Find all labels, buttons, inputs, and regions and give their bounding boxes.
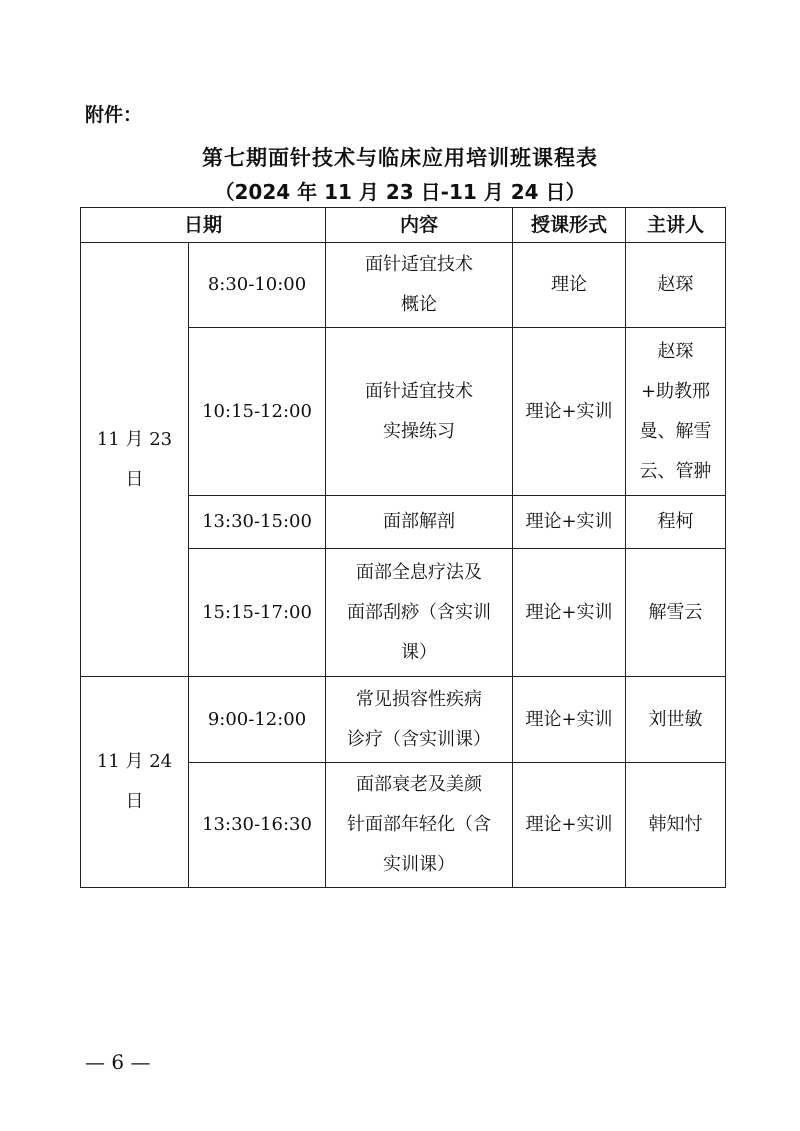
session-format: 理论+实训 bbox=[513, 549, 626, 677]
session-content: 面针适宜技术 实操练习 bbox=[326, 328, 513, 496]
session-speaker: 赵琛 +助教邢 曼、解雪 云、管翀 bbox=[626, 328, 726, 496]
session-speaker: 韩知忖 bbox=[626, 763, 726, 888]
header-speaker: 主讲人 bbox=[626, 208, 726, 243]
table-row bbox=[81, 677, 726, 763]
session-content: 面针适宜技术 概论 bbox=[326, 243, 513, 328]
header-date: 日期 bbox=[81, 208, 326, 243]
session-time: 13:30-15:00 bbox=[189, 496, 326, 549]
header-row bbox=[81, 208, 726, 243]
day-date: 11 月 23 日 bbox=[81, 243, 189, 677]
schedule-table bbox=[80, 207, 726, 888]
session-format: 理论 bbox=[513, 243, 626, 328]
session-content: 面部衰老及美颜 针面部年轻化（含 实训课） bbox=[326, 763, 513, 888]
session-time: 9:00-12:00 bbox=[189, 677, 326, 763]
session-content: 面部全息疗法及 面部刮痧（含实训 课） bbox=[326, 549, 513, 677]
header-format: 授课形式 bbox=[513, 208, 626, 243]
session-speaker: 解雪云 bbox=[626, 549, 726, 677]
session-speaker: 赵琛 bbox=[626, 243, 726, 328]
document-title: 第七期面针技术与临床应用培训班课程表 bbox=[202, 146, 598, 170]
session-time: 15:15-17:00 bbox=[189, 549, 326, 677]
session-format: 理论+实训 bbox=[513, 328, 626, 496]
session-content: 面部解剖 bbox=[326, 496, 513, 549]
day-date: 11 月 24 日 bbox=[81, 677, 189, 888]
session-format: 理论+实训 bbox=[513, 496, 626, 549]
header-content: 内容 bbox=[326, 208, 513, 243]
document-subtitle: （2024 年 11 月 23 日-11 月 24 日） bbox=[214, 180, 586, 204]
session-time: 13:30-16:30 bbox=[189, 763, 326, 888]
attachment-label: 附件： bbox=[85, 104, 143, 126]
session-speaker: 刘世敏 bbox=[626, 677, 726, 763]
session-speaker: 程柯 bbox=[626, 496, 726, 549]
session-format: 理论+实训 bbox=[513, 763, 626, 888]
session-content: 常见损容性疾病 诊疗（含实训课） bbox=[326, 677, 513, 763]
page-number: — 6 — bbox=[85, 1050, 151, 1074]
session-format: 理论+实训 bbox=[513, 677, 626, 763]
session-time: 10:15-12:00 bbox=[189, 328, 326, 496]
session-time: 8:30-10:00 bbox=[189, 243, 326, 328]
table-row bbox=[81, 243, 726, 328]
